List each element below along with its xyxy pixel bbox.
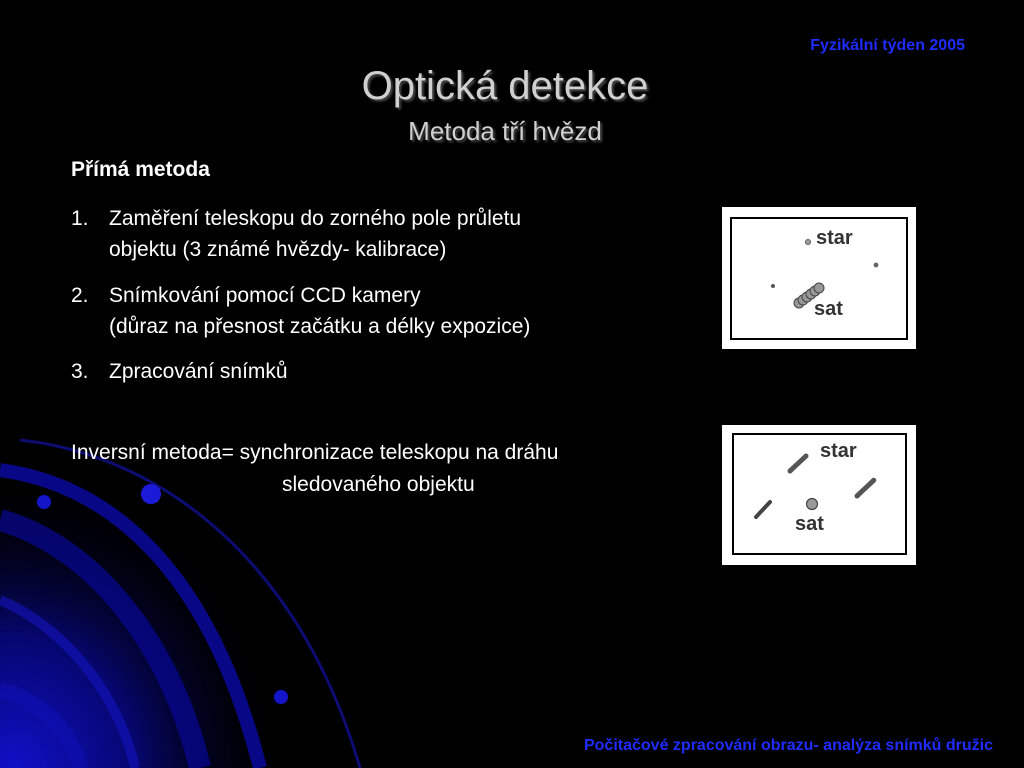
step-text: [109, 356, 288, 387]
sat-label: sat: [795, 513, 824, 535]
step-text: [109, 203, 521, 265]
step-text: [109, 280, 530, 342]
step-number: 3.: [71, 360, 89, 383]
inverse-method-text: [71, 437, 681, 501]
step-number: 2.: [71, 284, 89, 307]
direct-method-heading: Přímá metoda: [71, 158, 210, 181]
step-number: 1.: [71, 207, 89, 230]
star-dot: [805, 239, 810, 244]
page-title: Optická detekce: [361, 64, 649, 108]
star-dot: [771, 284, 775, 288]
inverse-line: sledovaného objektu: [282, 473, 475, 496]
page-subtitle: Metoda tří hvězd: [408, 116, 602, 146]
step-line: Zpracování snímků: [109, 360, 288, 383]
star-label: star: [820, 440, 857, 462]
star-label: star: [816, 227, 853, 249]
swoosh-dot: [37, 495, 51, 509]
sat-label: sat: [814, 298, 843, 320]
direct-method-diagram: [722, 207, 916, 349]
event-tag: Fyzikální týden 2005: [810, 37, 965, 54]
star-dot: [874, 263, 879, 268]
step-line: Zaměření teleskopu do zorného pole průletu: [109, 207, 522, 230]
satellite-dot: [807, 499, 818, 510]
inverse-method-diagram: [722, 425, 916, 565]
step-line: objektu (3 známé hvězdy- kalibrace): [109, 238, 447, 261]
step-line: (důraz na přesnost začátku a délky expozice): [109, 315, 531, 338]
step-line: Snímkování pomocí CCD kamery: [109, 284, 421, 307]
footer-caption: Počitačové zpracování obrazu- analýza snímků družic: [583, 737, 993, 754]
inverse-line: Inversní metoda= synchronizace teleskopu na dráhu: [71, 441, 559, 464]
swoosh-dot: [274, 690, 288, 704]
